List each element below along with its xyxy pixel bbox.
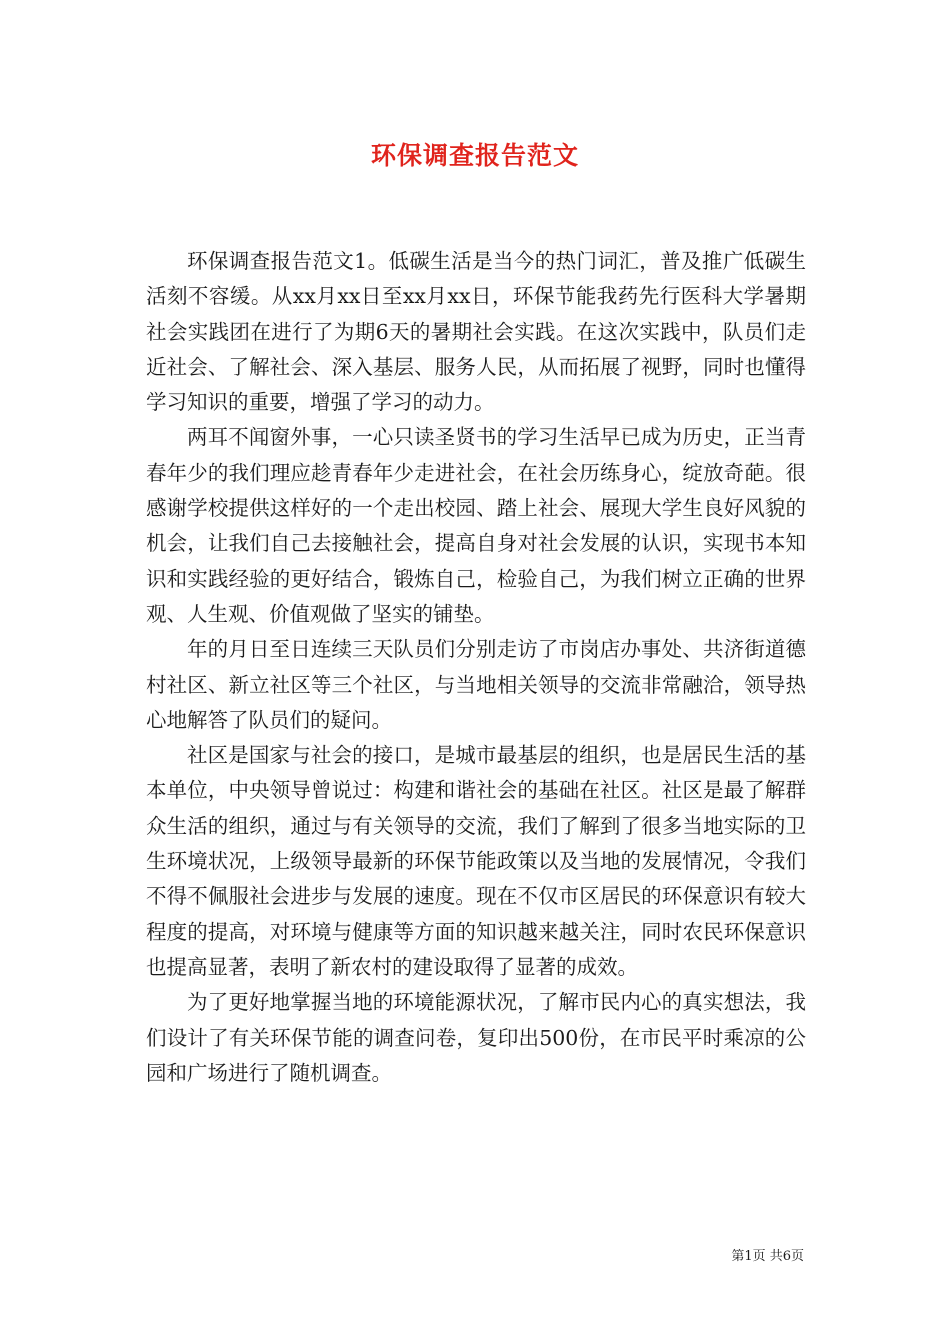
page-number-footer: 第1页 共6页 bbox=[731, 1249, 804, 1264]
document-body bbox=[146, 244, 806, 1091]
paragraph-2: 两耳不闻窗外事，一心只读圣贤书的学习生活早已成为历史，正当青春年少的我们理应趁青春年少走进社会，在社会历练身心，绽放奇葩。很感谢学校提供这样好的一个走出校园、踏上社会、展现大学生良好风貌的机会，让我们自己去接触社会，提高自身对社会发展的认识，实现书本知识和实践经验的更好结合，锻炼自己，检验自己，为我们树立正确的世界观、人生观、价值观做了坚实的铺垫。 bbox=[146, 425, 806, 626]
paragraph-5: 为了更好地掌握当地的环境能源状况，了解市民内心的真实想法，我们设计了有关环保节能的调查问卷，复印出500份，在市民平时乘凉的公园和广场进行了随机调查。 bbox=[146, 990, 806, 1085]
document-title: 环保调查报告范文 bbox=[370, 141, 579, 170]
paragraph-1: 环保调查报告范文1。低碳生活是当今的热门词汇，普及推广低碳生活刻不容缓。从xx月xx日至xx月xx日，环保节能我药先行医科大学暑期社会实践团在进行了为期6天的暑期社会实践。在这次实践中，队员们走近社会、了解社会、深入基层、服务人民，从而拓展了视野，同时也懂得学习知识的重要，增强了学习的动力。 bbox=[146, 249, 806, 415]
paragraph-3: 年的月日至日连续三天队员们分别走访了市岗店办事处、共济街道德村社区、新立社区等三个社区，与当地相关领导的交流非常融洽，领导热心地解答了队员们的疑问。 bbox=[146, 637, 806, 732]
paragraph-4: 社区是国家与社会的接口，是城市最基层的组织，也是居民生活的基本单位，中央领导曾说过：构建和谐社会的基础在社区。社区是最了解群众生活的组织，通过与有关领导的交流，我们了解到了很多当地实际的卫生环境状况，上级领导最新的环保节能政策以及当地的发展情况，令我们不得不佩服社会进步与发展的速度。现在不仅市区居民的环保意识有较大程度的提高，对环境与健康等方面的知识越来越关注，同时农民环保意识也提高显著，表明了新农村的建设取得了显著的成效。 bbox=[146, 743, 806, 979]
